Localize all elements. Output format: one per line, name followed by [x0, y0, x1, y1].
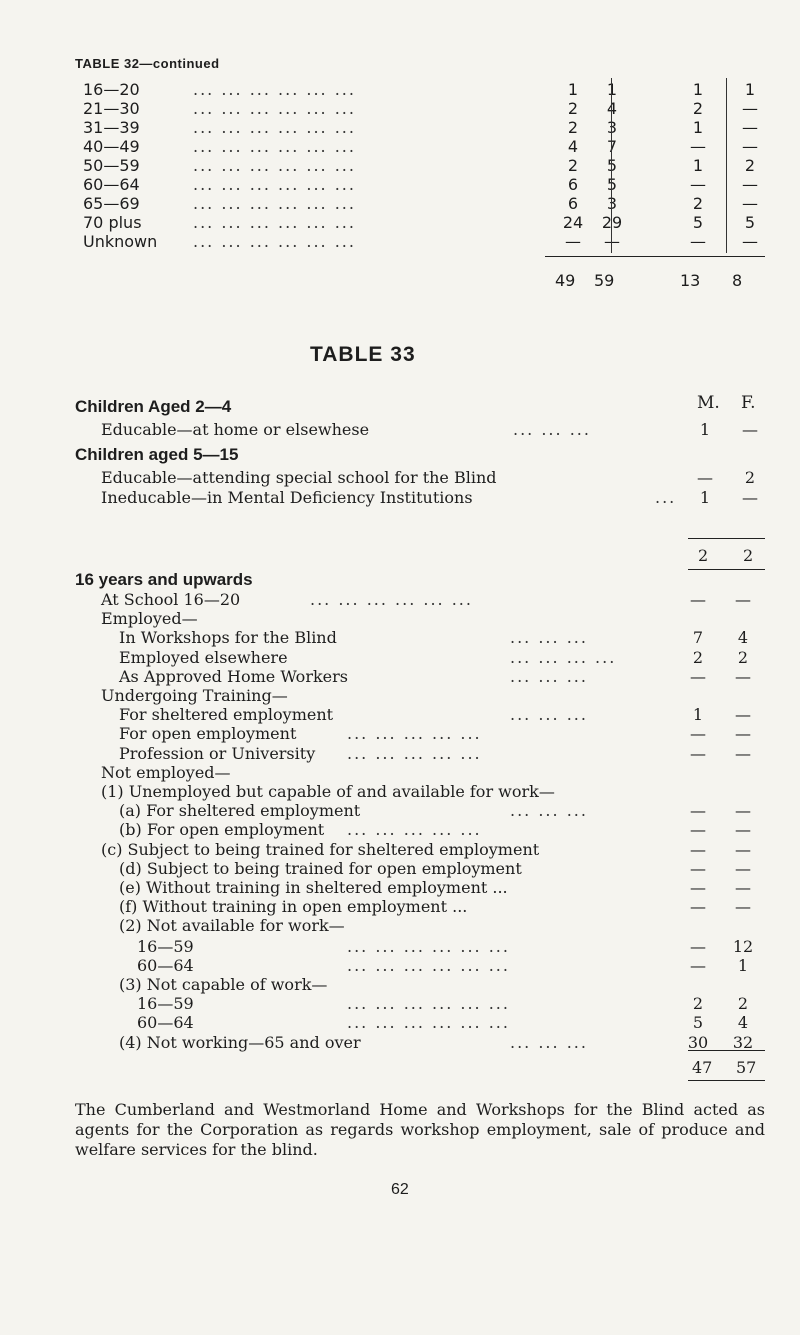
female-value: 12 [732, 937, 754, 956]
cell-value: — [742, 118, 758, 137]
row-label: (d) Subject to being trained for open employment [119, 859, 522, 878]
male-value: 2 [692, 648, 704, 667]
male-value: — [690, 859, 706, 878]
row-label: Profession or University [119, 744, 316, 763]
leader-dots: ... ... ... ... ... ... [347, 956, 510, 975]
totals-rule [688, 1080, 765, 1081]
leader-dots: ... ... ... [513, 420, 591, 439]
table-row [101, 686, 780, 706]
female-value: 32 [732, 1033, 754, 1052]
row-label: 50—59 [83, 156, 140, 175]
table-row [119, 859, 780, 879]
table-32-continued-title: TABLE 32—continued [75, 56, 220, 71]
leader-dots: ... ... ... ... ... ... [193, 175, 356, 194]
leader-dots: ... [655, 488, 677, 507]
table-34-total-male: 47 [692, 1058, 713, 1077]
male-value: — [690, 667, 706, 686]
leader-dots: ... ... ... ... ... ... [347, 1013, 510, 1032]
row-label: 21—30 [83, 99, 140, 118]
totals-rule [688, 569, 765, 570]
leader-dots: ... ... ... ... ... [347, 744, 482, 763]
cell-value: 6 [567, 194, 579, 213]
row-label: 60—64 [137, 1013, 194, 1032]
cell-value: 1 [567, 80, 579, 99]
table-33-title: TABLE 33 [310, 343, 416, 366]
row-label: (1) Unemployed but capable of and available for work— [101, 782, 555, 801]
male-value: — [690, 590, 706, 609]
cell-value: — [690, 232, 706, 251]
row-label: (2) Not available for work— [119, 916, 345, 935]
table-row [101, 840, 780, 860]
cell-value: — [742, 99, 758, 118]
female-value: 2 [737, 648, 749, 667]
table-row [83, 232, 773, 252]
cell-value: 1 [692, 80, 704, 99]
cell-value: 2 [692, 194, 704, 213]
cell-value: — [742, 232, 758, 251]
cell-value: 2 [567, 156, 579, 175]
leader-dots: ... ... ... [510, 1033, 588, 1052]
female-value: — [735, 897, 751, 916]
cell-value: 2 [692, 99, 704, 118]
table-row [83, 175, 773, 195]
row-label: (4) Not working—65 and over [119, 1033, 361, 1052]
leader-dots: ... ... ... ... ... ... [310, 590, 473, 609]
section-heading-16-upwards: 16 years and upwards [75, 570, 253, 589]
cell-value: 6 [567, 175, 579, 194]
table-row [119, 724, 780, 744]
female-value: 2 [737, 994, 749, 1013]
row-label: 31—39 [83, 118, 140, 137]
female-value: — [735, 840, 751, 859]
row-label: Not employed— [101, 763, 231, 782]
male-value: 1 [692, 705, 704, 724]
table-row [137, 937, 780, 957]
table-row [119, 744, 780, 764]
table-row [101, 420, 771, 440]
leader-dots: ... ... ... ... ... ... [193, 118, 356, 137]
cell-value: 1 [744, 80, 756, 99]
cell-value: — [565, 232, 581, 251]
totals-rule [545, 256, 765, 257]
table-33-total-female: 2 [743, 546, 754, 565]
male-value: — [690, 840, 706, 859]
cell-value: 2 [744, 156, 756, 175]
cell-value: 3 [606, 118, 618, 137]
cell-value: 5 [744, 213, 756, 232]
female-value: 4 [737, 628, 749, 647]
male-value: 7 [692, 628, 704, 647]
table-row [83, 80, 773, 100]
total-value: 8 [732, 271, 743, 290]
female-value: — [735, 878, 751, 897]
table-row [83, 99, 773, 119]
cell-value: 4 [567, 137, 579, 156]
cell-value: — [742, 137, 758, 156]
row-label: Employed elsewhere [119, 648, 288, 667]
female-value: — [735, 590, 751, 609]
table-row [101, 782, 780, 802]
cell-value: 1 [692, 156, 704, 175]
leader-dots: ... ... ... ... ... [347, 820, 482, 839]
male-value: — [690, 801, 706, 820]
cell-value: 5 [606, 156, 618, 175]
row-label: Educable—at home or elsewhese [101, 420, 370, 439]
male-value: — [690, 820, 706, 839]
table-row [137, 994, 780, 1014]
table-row [119, 878, 780, 898]
female-value: — [735, 667, 751, 686]
page-number: 62 [391, 1181, 409, 1198]
row-label: Educable—attending special school for the Blind [101, 468, 497, 487]
table-row [119, 801, 780, 821]
column-header-male: M. [697, 393, 720, 413]
leader-dots: ... ... ... ... ... ... [347, 937, 510, 956]
group-heading-children-2-4: Children Aged 2—4 [75, 397, 232, 416]
cell-value: 2 [567, 99, 579, 118]
cell-value: 1 [606, 80, 618, 99]
row-label: Employed— [101, 609, 198, 628]
male-value: — [690, 724, 706, 743]
column-divider [726, 78, 727, 253]
leader-dots: ... ... ... [510, 628, 588, 647]
totals-rule [688, 1050, 765, 1051]
leader-dots: ... ... ... ... ... ... [347, 994, 510, 1013]
leader-dots: ... ... ... [510, 667, 588, 686]
table-row [119, 628, 780, 648]
total-value: 59 [594, 271, 615, 290]
cell-value: 2 [567, 118, 579, 137]
row-label: For sheltered employment [119, 705, 334, 724]
male-value: 30 [687, 1033, 709, 1052]
row-label: (f) Without training in open employment ... [119, 897, 468, 916]
group-heading-children-5-15: Children aged 5—15 [75, 445, 239, 464]
leader-dots: ... ... ... ... [510, 648, 617, 667]
row-label: Unknown [83, 232, 158, 251]
cell-value: — [604, 232, 620, 251]
row-label: (c) Subject to being trained for sheltered employment [101, 840, 540, 859]
table-row [119, 897, 780, 917]
cell-value: 5 [606, 175, 618, 194]
leader-dots: ... ... ... ... ... ... [193, 232, 356, 251]
male-value: — [690, 744, 706, 763]
cell-value: — [742, 175, 758, 194]
table-row [83, 118, 773, 138]
male-value: — [690, 937, 706, 956]
male-value: — [697, 468, 713, 487]
leader-dots: ... ... ... ... ... ... [193, 194, 356, 213]
table-row [119, 916, 780, 936]
table-row [101, 609, 780, 629]
table-row [137, 1013, 780, 1033]
totals-rule [688, 538, 765, 539]
cell-value: 5 [692, 213, 704, 232]
row-label: 16—59 [137, 937, 194, 956]
row-label: 60—64 [137, 956, 194, 975]
row-label: 70 plus [83, 213, 142, 232]
leader-dots: ... ... ... ... ... [347, 724, 482, 743]
total-value: 49 [555, 271, 576, 290]
row-label: (a) For sheltered employment [119, 801, 361, 820]
male-value: 1 [699, 420, 711, 439]
table-row [119, 975, 780, 995]
table-row [119, 820, 780, 840]
row-label: 60—64 [83, 175, 140, 194]
table-row [119, 705, 780, 725]
female-value: 1 [737, 956, 749, 975]
cell-value: 4 [606, 99, 618, 118]
female-value: — [735, 820, 751, 839]
table-row [101, 590, 780, 610]
leader-dots: ... ... ... ... ... ... [193, 99, 356, 118]
male-value: — [690, 897, 706, 916]
male-value: 1 [699, 488, 711, 507]
female-value: 2 [744, 468, 756, 487]
cell-value: 3 [606, 194, 618, 213]
total-value: 13 [680, 271, 701, 290]
female-value: — [735, 724, 751, 743]
column-header-female: F. [741, 393, 756, 413]
table-row [83, 194, 773, 214]
female-value: — [735, 744, 751, 763]
row-label: (b) For open employment [119, 820, 325, 839]
table-row [137, 956, 780, 976]
row-label: Ineducable—in Mental Deficiency Institutions [101, 488, 473, 507]
table-row [83, 137, 773, 157]
row-label: 16—20 [83, 80, 140, 99]
cell-value: 29 [601, 213, 623, 232]
table-row [101, 468, 771, 488]
leader-dots: ... ... ... ... ... ... [193, 137, 356, 156]
cell-value: — [690, 175, 706, 194]
row-label: (3) Not capable of work— [119, 975, 328, 994]
male-value: — [690, 956, 706, 975]
row-label: 16—59 [137, 994, 194, 1013]
male-value: 5 [692, 1013, 704, 1032]
column-divider [611, 78, 612, 253]
row-label: For open employment [119, 724, 297, 743]
row-label: (e) Without training in sheltered employment ... [119, 878, 508, 897]
leader-dots: ... ... ... ... ... ... [193, 156, 356, 175]
female-value: — [742, 488, 758, 507]
female-value: — [735, 801, 751, 820]
cell-value: — [742, 194, 758, 213]
table-33-total-male: 2 [698, 546, 709, 565]
leader-dots: ... ... ... ... ... ... [193, 213, 356, 232]
leader-dots: ... ... ... ... ... ... [193, 80, 356, 99]
female-value: 4 [737, 1013, 749, 1032]
row-label: As Approved Home Workers [119, 667, 348, 686]
cell-value: 7 [606, 137, 618, 156]
row-label: Undergoing Training— [101, 686, 288, 705]
table-row [119, 1033, 780, 1053]
leader-dots: ... ... ... [510, 801, 588, 820]
table-row [119, 648, 780, 668]
row-label: At School 16—20 [101, 590, 241, 609]
leader-dots: ... ... ... [510, 705, 588, 724]
row-label: 40—49 [83, 137, 140, 156]
table-34-total-female: 57 [736, 1058, 757, 1077]
table-row [83, 213, 773, 233]
cell-value: 1 [692, 118, 704, 137]
male-value: — [690, 878, 706, 897]
male-value: 2 [692, 994, 704, 1013]
female-value: — [735, 705, 751, 724]
cell-value: — [690, 137, 706, 156]
cell-value: 24 [562, 213, 584, 232]
table-row [83, 156, 773, 176]
female-value: — [742, 420, 758, 439]
table-row [101, 763, 780, 783]
table-row [119, 667, 780, 687]
row-label: In Workshops for the Blind [119, 628, 337, 647]
row-label: 65—69 [83, 194, 140, 213]
female-value: — [735, 859, 751, 878]
closing-paragraph: The Cumberland and Westmorland Home and Workshops for the Blind acted as agents for the Corporation as regards workshop employment, sale of produce and welfare services for the blind. [75, 1100, 765, 1159]
